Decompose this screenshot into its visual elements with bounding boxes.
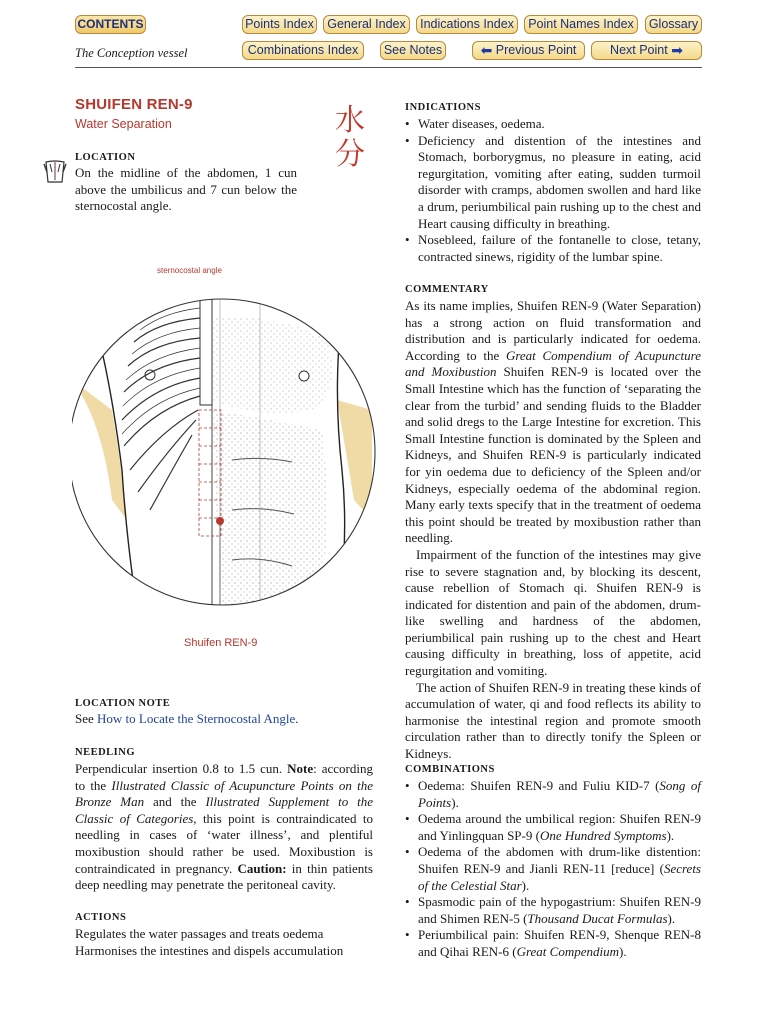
abdomen-illustration: [72, 270, 378, 640]
needling-part-3: and the: [144, 794, 206, 810]
needling-book-1: Illustrated Classic of Acupuncture Points on the Bronze Man: [75, 777, 373, 810]
combination-source: Secrets of the Celestial Star: [418, 860, 701, 893]
sternocostal-angle-link[interactable]: How to Locate the Sternocostal Angle: [97, 711, 296, 726]
location-heading: LOCATION: [75, 152, 136, 163]
combination-item: [405, 844, 701, 894]
torso-thumbnail-icon: [42, 158, 68, 186]
glossary-button[interactable]: Glossary: [645, 15, 702, 34]
needling-book-2: Illustrated Supplement to the Classic of Categories: [75, 794, 373, 826]
combination-source: Thousand Ducat Formulas: [527, 910, 668, 926]
indication-item: • Water diseases, oedema.: [405, 116, 701, 133]
needling-part-1: Perpendicular insertion 0.8 to 1.5 cun.: [75, 761, 288, 776]
combinations-index-button[interactable]: Combinations Index: [242, 41, 364, 60]
combinations-list: [405, 778, 701, 961]
location-note-prefix: See: [75, 711, 98, 726]
combination-end: ).: [521, 877, 530, 893]
commentary-paragraph-1: [405, 298, 701, 547]
commentary-text: [405, 298, 701, 763]
previous-point-button[interactable]: [472, 41, 585, 60]
needling-caution-label: Caution:: [237, 860, 287, 876]
location-text: On the midline of the abdomen, 1 cun above the umbilicus and 7 cun below the sternocostal angle.: [75, 165, 297, 214]
chinese-char-1: 水: [335, 103, 365, 138]
combination-end: ).: [619, 943, 627, 959]
combination-source: Great Compendium: [516, 943, 619, 959]
combination-text: Oedema around the umbilical region: Shuifen REN-9 and Yinlingquan SP-9 (: [418, 811, 701, 843]
actions-list: [75, 926, 375, 959]
combination-text: Oedema: Shuifen REN-9 and Fuliu KID-7 (: [418, 778, 660, 793]
combination-source: One Hundred Symptoms: [539, 827, 667, 843]
combination-item: [405, 927, 701, 960]
combination-item: [405, 894, 701, 927]
general-index-button[interactable]: General Index: [323, 15, 410, 34]
combination-text: Oedema of the abdomen with drum-like distention: Shuifen REN-9 and Jianli REN-11 [reduce] (: [418, 844, 701, 876]
combination-end: ).: [451, 794, 459, 810]
needling-heading: NEEDLING: [75, 747, 136, 758]
commentary-p1-a: As its name implies, Shuifen REN-9 (Water Separation) has a strong action on fluid transformation and distribution and is particularly indicated for oedema. According to the: [405, 298, 701, 363]
vessel-name: The Conception vessel: [75, 46, 188, 60]
next-point-label: Next Point: [610, 43, 668, 57]
commentary-paragraph-2: Impairment of the function of the intestines may give rise to severe stagnation and, by blocking its descent, cause rebellion of Stomach qi. Shuifen REN-9 is indicated for distention and pain of the abdomen, drum-like swelling and hardness of the abdomen, periumbilical pain rushing up to the chest and Heart causing difficulty in breathing, loss of appetite, acid regurgitation and vomiting.: [405, 546, 701, 679]
arrow-left-icon: ⬅: [480, 42, 493, 58]
combination-end: ).: [666, 827, 675, 843]
combination-item: [405, 811, 701, 844]
needling-part-2: : according to the: [75, 761, 373, 793]
combination-text: Periumbilical pain: Shuifen REN-9, Shenque REN-8 and Qihai REN-6 (: [418, 927, 701, 959]
point-names-index-button[interactable]: Point Names Index: [524, 15, 638, 34]
contents-button[interactable]: CONTENTS: [75, 15, 146, 34]
sternocostal-angle-label: sternocostal angle: [157, 266, 222, 275]
location-note-text: [75, 711, 365, 728]
shuifen-point-label: Shuifen REN-9: [184, 637, 258, 649]
needling-part-4: , this point is contraindicated to needling in cases of ‘water illness’, and plentiful moxibustion should rather be used. Moxibustion is contraindicated in pregnancy.: [75, 810, 374, 876]
combinations-heading: COMBINATIONS: [405, 764, 495, 775]
location-note-suffix: .: [295, 711, 299, 726]
indications-heading: INDICATIONS: [405, 102, 481, 113]
points-index-button[interactable]: Points Index: [242, 15, 317, 34]
actions-heading: ACTIONS: [75, 912, 127, 923]
indications-list: [405, 116, 701, 265]
commentary-p1-book: Great Compendium of Acupuncture and Moxibustion: [405, 347, 701, 380]
location-note-heading: LOCATION NOTE: [75, 698, 171, 709]
commentary-heading: COMMENTARY: [405, 284, 489, 295]
see-notes-button[interactable]: See Notes: [380, 41, 446, 60]
commentary-p1-b: Shuifen REN-9 is located over the Small Intestine which has the function of ‘separating the clear from the turbid’ and sending fluids to the Bladder and solid dregs to the Large Intestine for excretion. This Small Intestine function is dominated by the Spleen and Kidneys, and Shuifen REN-9 is particularly indicated for yin oedema due to deficiency of the Spleen and/or Kidneys, especially oedema of the abdominal region. Many early texts specify that in the treatment of oedema this point should be treated by moxibustion rather than needling.: [405, 364, 701, 546]
indications-index-button[interactable]: Indications Index: [416, 15, 518, 34]
chinese-char-2: 分: [335, 137, 365, 172]
previous-point-label: Previous Point: [495, 43, 577, 57]
point-title: SHUIFEN REN-9: [75, 96, 193, 113]
action-item: Regulates the water passages and treats oedema: [75, 926, 324, 941]
header-divider: [75, 67, 702, 68]
indication-item: • Nosebleed, failure of the fontanelle to close, tetany, contracted sinews, rigidity of the lumbar spine.: [405, 232, 701, 265]
next-point-button[interactable]: [591, 41, 702, 60]
chinese-characters: [330, 104, 370, 172]
combination-source: Song of Points: [418, 778, 701, 810]
shuifen-point-marker: [216, 517, 224, 525]
combination-text: Spasmodic pain of the hypogastrium: Shuifen REN-9 and Shimen REN-5 (: [418, 894, 701, 926]
combination-item: [405, 778, 701, 811]
combination-end: ).: [667, 910, 676, 926]
action-item: Harmonises the intestines and dispels accumulation: [75, 942, 344, 958]
needling-part-5: in thin patients deep needling may penetrate the peritoneal cavity.: [75, 860, 373, 893]
commentary-paragraph-3: The action of Shuifen REN-9 in treating these kinds of accumulation of water, qi and food reflects its ability to harmonise the intestinal region and promote smooth circulation rather than to directly tonify the Spleen or Kidneys.: [405, 679, 701, 762]
point-subtitle: Water Separation: [75, 117, 172, 131]
needling-note-label: Note: [287, 761, 314, 776]
needling-text: [75, 761, 373, 894]
indication-item: • Deficiency and distention of the intestines and Stomach, borborygmus, no pleasure in eating, acid regurgitation, vomiting after eating, sudden turmoil disorder with cramps, abdomen swollen and hard like a drum, periumbilical pain rushing up to the chest and Heart causing difficulty in breathing.: [405, 133, 701, 233]
arrow-right-icon: ➡: [671, 42, 683, 58]
